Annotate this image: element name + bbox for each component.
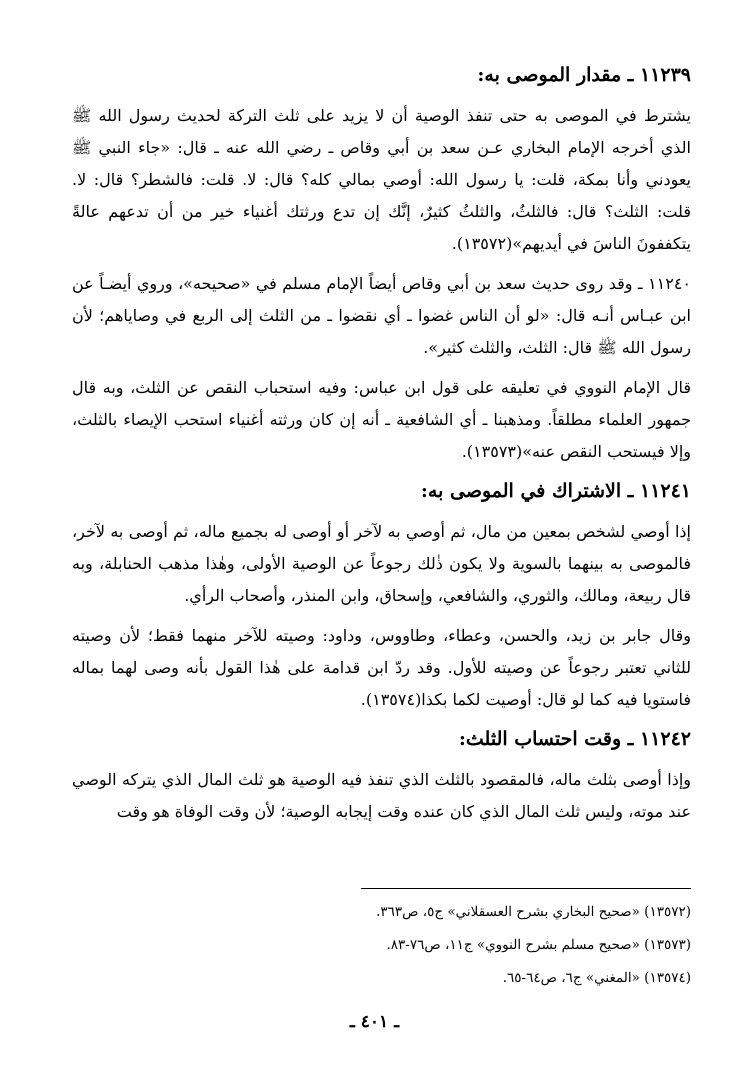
- footnote: (١٣٥٧٢) «صحيح البخاري بشرح العسقلاني» ج٥، ص٣٦٣.: [376, 904, 691, 920]
- paragraph: وقال جابر بن زيد، والحسن، وعطاء، وطاووس، وداود: وصيته للآخر منهما فقط؛ لأن وصيته للثاني تعتبر رجوعاً عن وصيته للأول. وقد ردّ ابن قدامة على هٰذا القول بأنه وصى لهما بماله فاستويا فيه كما لو قال: أوصيت لكما بكذا(١٣٥٧٤).: [72, 626, 691, 709]
- paragraph: ١١٢٤٠ ـ وقد روى حديث سعد بن أبي وقاص أيضاً الإمام مسلم في «صحيحه»، وروي أيضـاً عن ابن عبـاس أنـه قال: «لو أن الناس غضوا ـ أي نقضوا ـ من الثلث إلى الربع في وصاياهم؛ لأن رسول الله ﷺ قال: الثلث، والثلث كثير».: [72, 274, 691, 357]
- paragraph: يشترط في الموصى به حتى تنفذ الوصية أن لا يزيد على ثلث التركة لحديث رسول الله ﷺ الذي أخرجه الإمام البخاري عـن سعد بن أبي وقاص ـ رضي الله عنه ـ قال: «جاء النبي ﷺ يعودني وأنا بمكة، قلت: يا رسول الله: أوصي بمالي كله؟ قال: لا. قلت: فالشطر؟ قال: لا. قلت: الثلث؟ قال: فالثلثُ، والثلثُ كثيرٌ، إنَّك إن تدع ورثتك أغنياء خير من أن تدعهم عالةً يتكففونَ الناسَ في أيديهم»(١٣٥٧٢).: [72, 106, 691, 253]
- page-number: ـ ٤٠١ ـ: [349, 1012, 400, 1032]
- footnote: (١٣٥٧٤) «المغني» ج٦، ص٦٤-٦٥.: [502, 970, 691, 986]
- section-heading: ١١٢٤٢ ـ وقت احتساب الثلث:: [458, 728, 691, 750]
- footnotes: [72, 896, 691, 995]
- section-heading: ١١٢٣٩ ـ مقدار الموصى به:: [477, 64, 691, 86]
- section-heading: ١١٢٤١ ـ الاشتراك في الموصى به:: [420, 480, 691, 502]
- footnote-divider: [361, 888, 691, 889]
- paragraph: وإذا أوصى بثلث ماله، فالمقصود بالثلث الذي تنفذ فيه الوصية هو ثلث المال الذي يتركه الوصي عند موته، وليس ثلث المال الذي كان عنده وقت إيجابه الوصية؛ لأن وقت الوفاة هو وقت: [72, 770, 691, 821]
- paragraph: إذا أوصي لشخص بمعين من مال، ثم أوصي به لآخر أو أوصى له بجميع ماله، ثم أوصى به لآخر، فالموصى به بينهما بالسوية ولا يكون ذٰلك رجوعاً عن الوصية الأولى، وهٰذا مذهب الحنابلة، وبه قال ربيعة، ومالك، والثوري، والشافعي، وإسحاق، وابن المنذر، وأصحاب الرأي.: [72, 522, 691, 605]
- page-body: [72, 60, 691, 836]
- paragraph: قال الإمام النووي في تعليقه على قول ابن عباس: وفيه استحباب النقص عن الثلث، وبه قال جمهور العلماء مطلقاً. ومذهبنا ـ أي الشافعية ـ أنه إن كان ورثته أغنياء استحب الإيصاء بالثلث، وإلا فيستحب النقص عنه»(١٣٥٧٣).: [72, 378, 692, 461]
- footnote: (١٣٥٧٣) «صحيح مسلم بشرح النووي» ج١١، ص٧٦-٨٣.: [386, 937, 691, 953]
